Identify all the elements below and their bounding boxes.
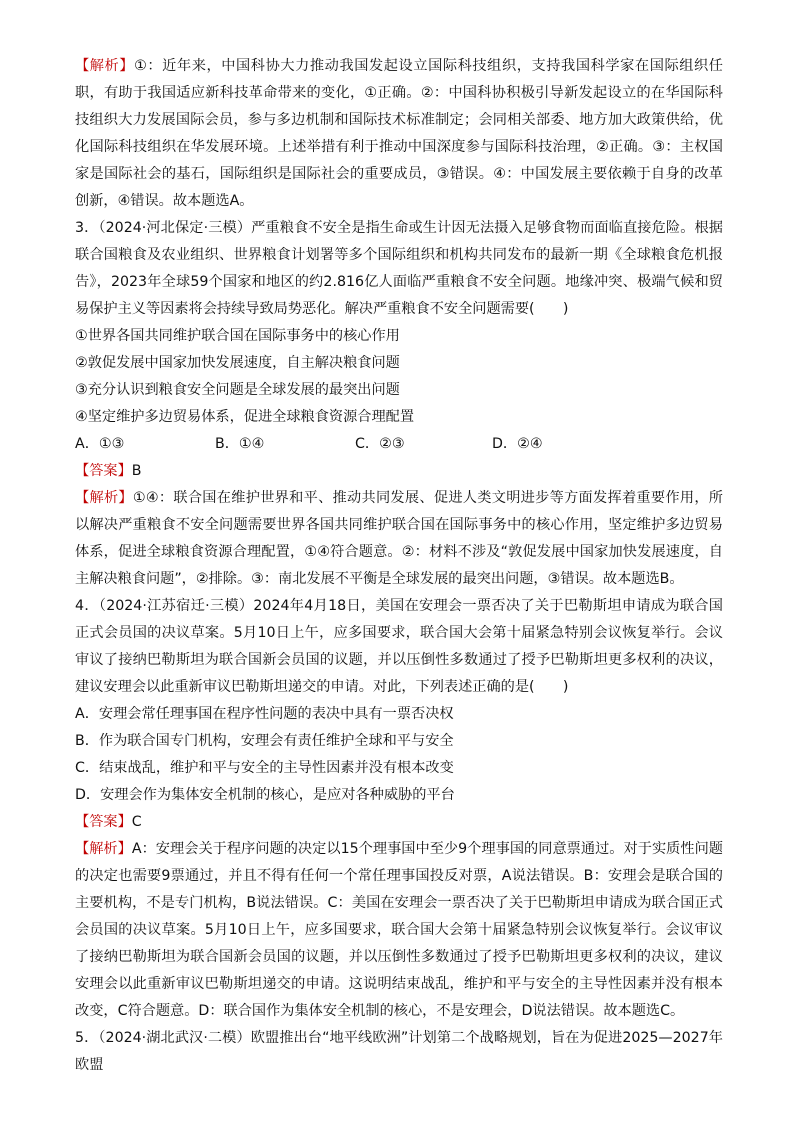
q4-option-c: C．结束战乱，维护和平与安全的主导性因素并没有根本改变 — [75, 760, 454, 776]
q3-choice-c: C．②③ — [355, 436, 405, 452]
q3-choice-a: A．①③ — [75, 436, 125, 452]
analysis-tag: 【解析】 — [75, 58, 135, 74]
q3-statement-3: ③充分认识到粮食安全问题是全球发展的最突出问题 — [75, 382, 400, 398]
analysis-tag: 【解析】 — [75, 841, 132, 857]
answer-value: B — [131, 463, 142, 479]
q3-answer — [75, 458, 723, 485]
answer-tag: 【答案】 — [75, 463, 132, 479]
q3-choice-d: D．②④ — [492, 436, 543, 452]
q3-choice-b: B．①④ — [215, 436, 265, 452]
q3-statement-4: ④坚定维护多边贸易体系，促进全球粮食资源合理配置 — [75, 409, 415, 425]
analysis-text: A：安理会关于程序问题的决定以15个理事国中至少9个理事国的同意票通过。对于实质性问题的决定也需要9票通过，并且不得有任何一个常任理事国投反对票，A说法错误。B：安理会是联合国的主要机构，不是专门机构，B说法错误。C：美国在安理会一票否决了关于巴勒斯坦申请成为联合国正式会员国的决议草案。5月10日上午，应多国要求，联合国大会第十届紧急特别会议恢复举行。会议审议了接纳巴勒斯坦为联合国新会员国的议题，并以压倒性多数通过了授予巴勒斯坦更多权利的决议，建议安理会以此重新审议巴勒斯坦递交的申请。这说明结束战乱，维护和平与安全的主导性因素并没有根本改变，C符合题意。D：联合国作为集体安全机制的核心，不是安理会，D说法错误。故本题选C。 — [75, 841, 723, 1019]
q3-stem: 3．（2024·河北保定·三模）严重粮食不安全是指生命或生计因无法摄入足够食物而面临直接危险。根据联合国粮食及农业组织、世界粮食计划署等多个国际组织和机构共同发布的最新一期《全球粮食危机报告》，2023年全球59个国家和地区的约2.816亿人面临严重粮食不安全问题。地缘冲突、极端气候和贸易保护主义等因素将会持续导致局势恶化。解决严重粮食不安全问题需要( ) — [75, 220, 723, 317]
q4-option-b: B．作为联合国专门机构，安理会有责任维护全球和平与安全 — [75, 733, 454, 749]
q4-option-a: A．安理会常任理事国在程序性问题的表决中具有一票否决权 — [75, 706, 454, 722]
q4-answer — [75, 809, 723, 836]
q4-stem: 4．（2024·江苏宿迁·三模）2024年4月18日，美国在安理会一票否决了关于巴勒斯坦申请成为联合国正式会员国的决议草案。5月10日上午，应多国要求，联合国大会第十届紧急特别会议恢复举行。会议审议了接纳巴勒斯坦为联合国新会员国的议题，并以压倒性多数通过了授予巴勒斯坦更多权利的决议，建议安理会以此重新审议巴勒斯坦递交的申请。对此，下列表述正确的是( ) — [75, 598, 723, 695]
q3-statement-2: ②敦促发展中国家加快发展速度，自主解决粮食问题 — [75, 355, 400, 371]
q2-analysis — [75, 53, 723, 215]
q3-analysis — [75, 485, 723, 593]
analysis-tag: 【解析】 — [75, 490, 133, 506]
q4-option-d: D．安理会作为集体安全机制的核心，是应对各种威胁的平台 — [75, 787, 455, 803]
q3-statement-1: ①世界各国共同维护联合国在国际事务中的核心作用 — [75, 328, 400, 344]
analysis-text: ①：近年来，中国科协大力推动我国发起设立国际科技组织，支持我国科学家在国际组织任职，有助于我国适应新科技革命带来的变化，①正确。②：中国科协积极引导新发起设立的在华国际科技组织大力发展国际会员，参与多边机制和国际技术标准制定；会同相关部委、地方加大政策供给，优化国际科技组织在华发展环境。上述举措有利于推动中国深度参与国际科技治理，②正确。③：主权国家是国际社会的基石，国际组织是国际社会的重要成员，③错误。④：中国发展主要依赖于自身的改革创新，④错误。故本题选A。 — [75, 58, 723, 209]
analysis-text: ①④：联合国在维护世界和平、推动共同发展、促进人类文明进步等方面发挥着重要作用，所以解决严重粮食不安全问题需要世界各国共同维护联合国在国际事务中的核心作用，坚定维护多边贸易体系，促进全球粮食资源合理配置，①④符合题意。②：材料不涉及“敦促发展中国家加快发展速度，自主解决粮食问题”，②排除。③：南北发展不平衡是全球发展的最突出问题，③错误。故本题选B。 — [75, 490, 723, 587]
q4-analysis — [75, 836, 723, 1025]
answer-value: C — [131, 814, 142, 830]
q3-choices — [75, 431, 723, 458]
exam-content — [75, 53, 723, 1079]
q5-stem: 5．（2024·湖北武汉·二模）欧盟推出台“地平线欧洲”计划第二个战略规划，旨在为促进2025—2027年欧盟 — [75, 1030, 723, 1073]
answer-tag: 【答案】 — [75, 814, 132, 830]
